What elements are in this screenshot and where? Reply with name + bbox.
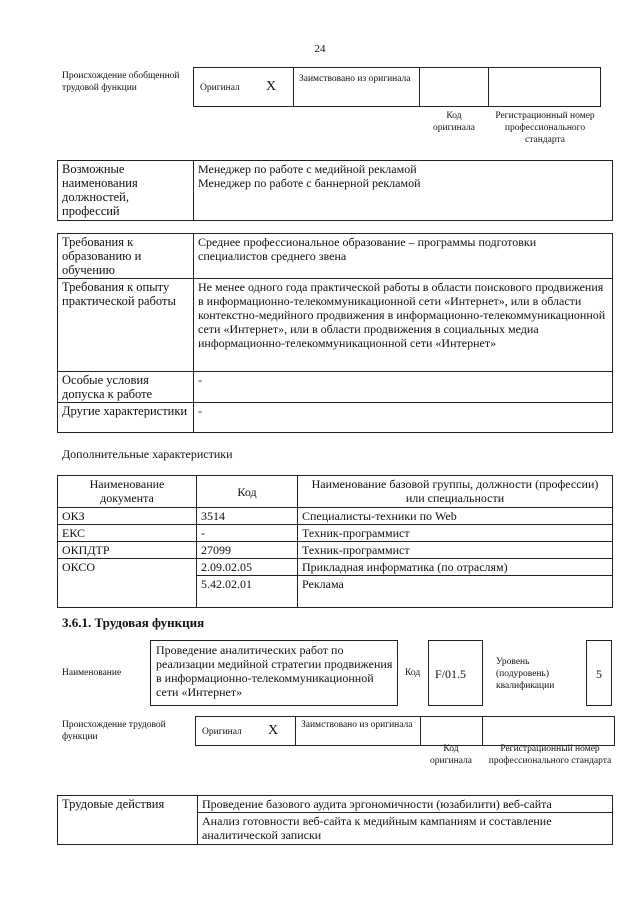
origin2-code-cell — [420, 716, 483, 746]
code-cell: 3514 — [197, 508, 298, 525]
function-name-label: Наименование — [62, 668, 122, 678]
additional-table — [57, 475, 613, 608]
req-value: - — [194, 403, 613, 433]
action-item: Анализ готовности веб-сайта к медийным кампаниям и составление аналитической записки — [198, 813, 613, 845]
code-cell: - — [197, 525, 298, 542]
header-document: Наименование документа — [58, 476, 197, 508]
original-label: Оригинал — [200, 83, 240, 93]
name-cell: Техник-программист — [298, 525, 613, 542]
positions-label: Возможные наименования должностей, профессий — [58, 161, 194, 221]
function-code-box — [428, 640, 483, 706]
code-caption: Код оригинала — [433, 111, 475, 133]
origin-borrowed-cell — [293, 67, 420, 107]
origin-original-cell — [193, 67, 294, 107]
code-cell: 27099 — [197, 542, 298, 559]
origin2-reg-cell — [482, 716, 615, 746]
code2-caption: Код оригинала — [430, 744, 472, 766]
page-number: 24 — [314, 43, 326, 55]
name-cell: Техник-программист — [298, 542, 613, 559]
req-value: - — [194, 372, 613, 403]
req-value: Не менее одного года практической работы в области поискового продвижения в информационно-телекоммуникационной сети «Интернет», или в области контекстно-медийного продвижения в информационно-телекоммуникационной сети «Интернет», или в области продвижения в социальных медиа информационно-телекоммуникационной сети «Интернет» — [194, 279, 613, 372]
origin-reg-cell — [488, 67, 601, 107]
header-code: Код — [197, 476, 298, 508]
positions-values — [194, 161, 613, 221]
origin-code-cell — [419, 67, 489, 107]
borrowed-label: Заимствовано из оригинала — [299, 74, 411, 84]
level-value: 5 — [596, 667, 602, 681]
req-label: Требования к образованию и обучению — [58, 234, 194, 279]
function-name-box — [150, 640, 398, 706]
position-item: Менеджер по работе с медийной рекламой — [198, 162, 417, 176]
req-value: Среднее профессиональное образование – программы подготовки специалистов среднего звена — [194, 234, 613, 279]
origin-label: Происхождение обобщенной трудовой функции — [62, 71, 180, 93]
code-cell: 5.42.02.01 — [197, 576, 298, 608]
name-cell: Специалисты-техники по Web — [298, 508, 613, 525]
requirements-table — [57, 233, 613, 433]
name-cell: Реклама — [298, 576, 613, 608]
origin2-borrowed-cell — [295, 716, 421, 746]
additional-heading: Дополнительные характеристики — [62, 447, 233, 461]
req-label: Требования к опыту практической работы — [58, 279, 194, 372]
borrowed2-label: Заимствовано из оригинала — [301, 720, 413, 730]
action-item: Проведение базового аудита эргономичности (юзабилити) веб-сайта — [198, 796, 613, 813]
position-item: Менеджер по работе с баннерной рекламой — [198, 176, 421, 190]
original2-mark: X — [268, 723, 279, 738]
function-name-value: Проведение аналитических работ по реализации медийной стратегии продвижения в информационно-телекоммуникационной сети «Интернет» — [156, 643, 393, 699]
level-label: Уровень (подуровень) квалификации — [496, 657, 555, 691]
doc-cell: ЕКС — [58, 525, 197, 542]
actions-table — [57, 795, 613, 845]
original-mark: X — [266, 79, 277, 94]
header-name: Наименование базовой группы, должности (профессии) или специальности — [298, 476, 613, 508]
original2-label: Оригинал — [202, 727, 242, 737]
positions-table — [57, 160, 613, 221]
actions-label: Трудовые действия — [58, 796, 198, 845]
doc-cell: ОКСО — [58, 559, 197, 608]
section-title: 3.6.1. Трудовая функция — [62, 615, 205, 630]
doc-cell: ОКПДТР — [58, 542, 197, 559]
req-label: Другие характеристики — [58, 403, 194, 433]
doc-cell: ОКЗ — [58, 508, 197, 525]
function-code-value: F/01.5 — [435, 667, 467, 681]
level-box — [586, 640, 612, 706]
origin2-original-cell — [195, 716, 296, 746]
reg-caption: Регистрационный номер профессионального стандарта — [495, 111, 595, 145]
code-cell: 2.09.02.05 — [197, 559, 298, 576]
origin2-label: Происхождение трудовой функции — [62, 720, 166, 742]
function-code-label: Код — [405, 668, 421, 678]
reg2-caption: Регистрационный номер профессионального стандарта — [488, 744, 612, 766]
req-label: Особые условия допуска к работе — [58, 372, 194, 403]
name-cell: Прикладная информатика (по отраслям) — [298, 559, 613, 576]
